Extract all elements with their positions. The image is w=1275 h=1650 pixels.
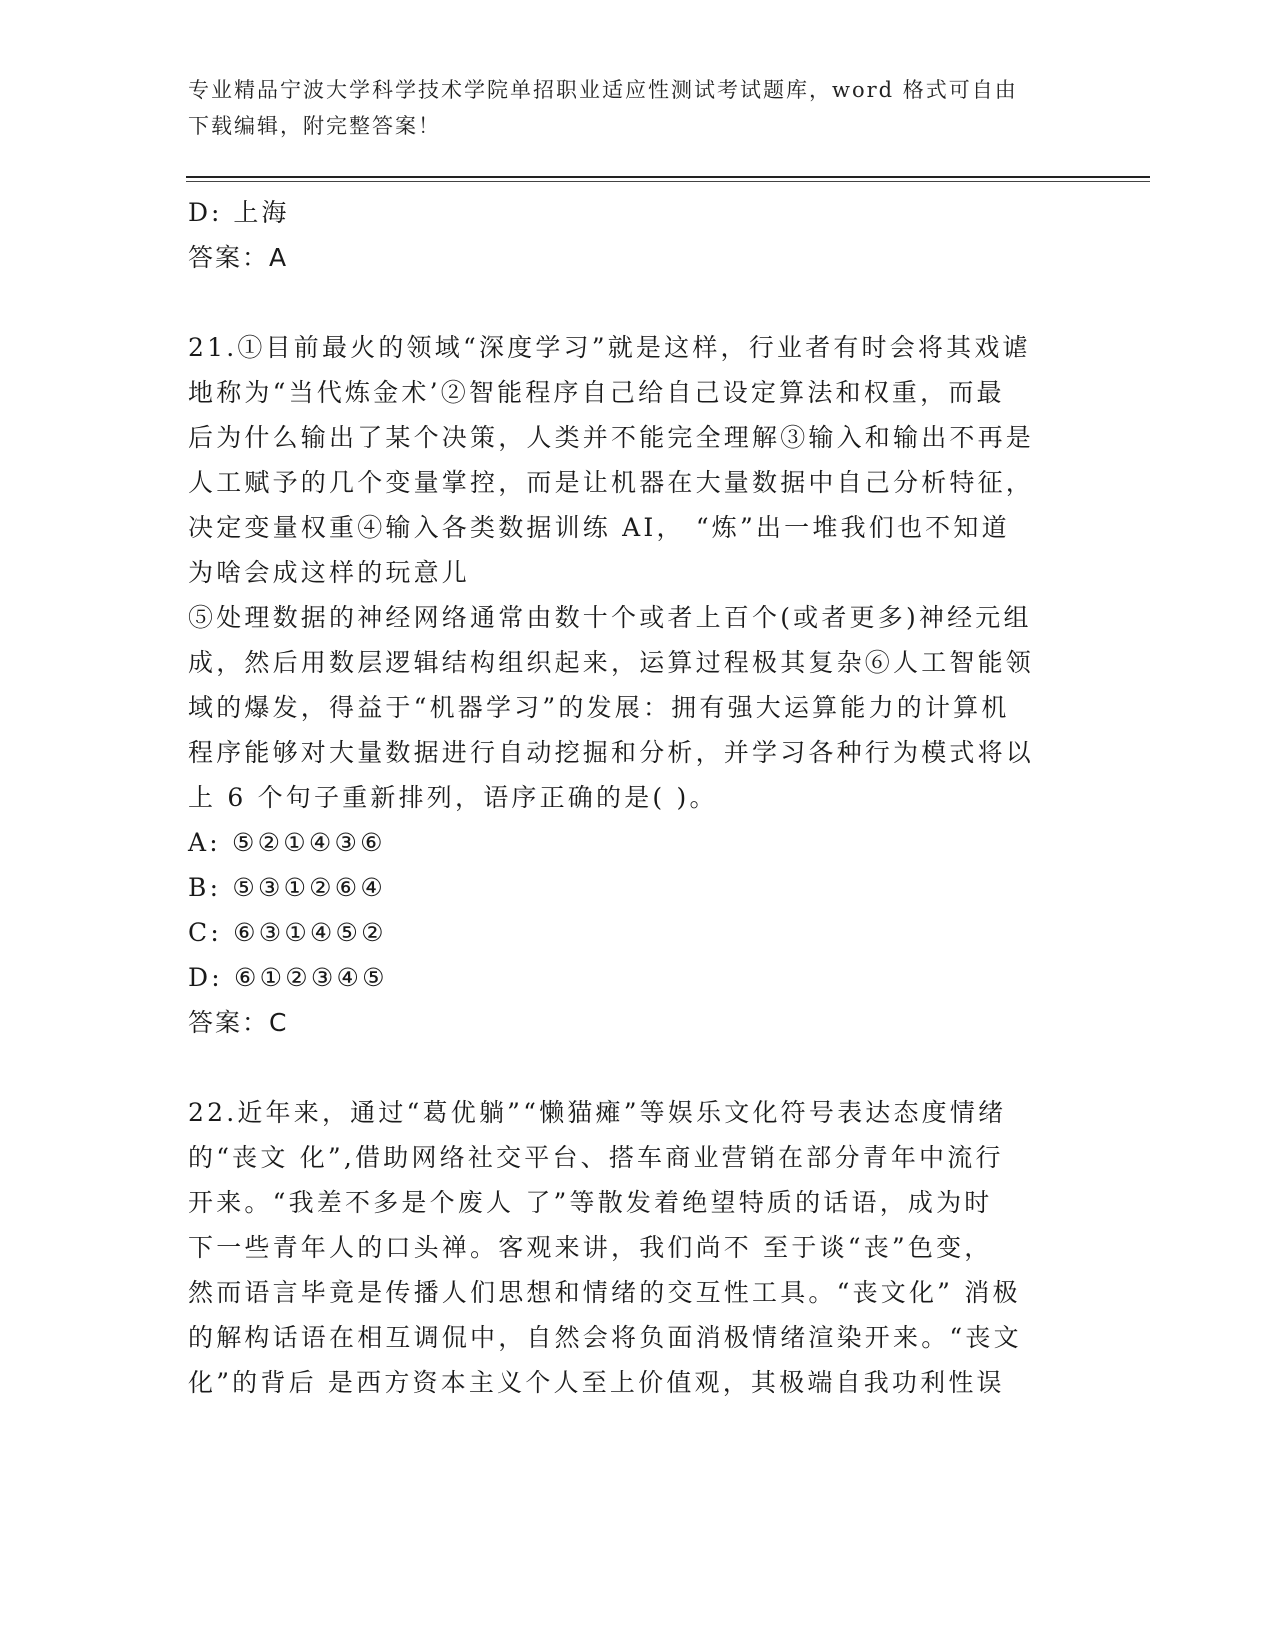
document-body xyxy=(188,190,1078,1405)
header-line-1: 专业精品宁波大学科学技术学院单招职业适应性测试考试题库，word 格式可自由 xyxy=(188,78,1018,102)
q21-line: 人工赋予的几个变量掌控，而是让机器在大量数据中自己分析特征， xyxy=(188,468,1035,497)
q22-line: 的解构话语在相互调侃中，自然会将负面消极情绪渲染开来。“丧文 xyxy=(188,1323,1022,1352)
q21-line: 地称为“当代炼金术’②智能程序自己给自己设定算法和权重，而最 xyxy=(188,378,1005,407)
header-divider xyxy=(186,176,1150,178)
q22-line: 下一些青年人的口头禅。客观来讲，我们尚不 至于谈“丧”色变， xyxy=(188,1233,993,1262)
q21-line: 21.①目前最火的领域“深度学习”就是这样，行业者有时会将其戏谑 xyxy=(188,333,1031,362)
q21-option-c: C: ⑥③①④⑤② xyxy=(188,918,387,947)
q21-option-a: A: ⑤②①④③⑥ xyxy=(188,828,386,857)
prev-option-d: D: 上海 xyxy=(188,198,290,227)
q21-line: 后为什么输出了某个决策，人类并不能完全理解③输入和输出不再是 xyxy=(188,423,1035,452)
q22-line: 的“丧文 化”,借助网络社交平台、搭车商业营销在部分青年中流行 xyxy=(188,1143,1004,1172)
spacer xyxy=(188,280,1078,325)
q21-option-d: D: ⑥①②③④⑤ xyxy=(188,963,388,992)
question-21 xyxy=(188,325,1078,1045)
header-divider-thin xyxy=(186,181,1150,182)
q21-line: 为啥会成这样的玩意儿 xyxy=(188,558,471,587)
prev-answer: 答案：A xyxy=(188,243,289,272)
q22-line: 22.近年来，通过“葛优躺”“懒猫瘫”等娱乐文化符号表达态度情绪 xyxy=(188,1098,1007,1127)
page-header xyxy=(188,72,1068,144)
q21-line: 成，然后用数层逻辑结构组织起来，运算过程极其复杂⑥人工智能领 xyxy=(188,648,1035,677)
q21-option-b: B: ⑤③①②⑥④ xyxy=(188,873,387,902)
q21-line: 上 6 个句子重新排列，语序正确的是( )。 xyxy=(188,783,718,812)
q21-line: 域的爆发，得益于“机器学习”的发展：拥有强大运算能力的计算机 xyxy=(188,693,1010,722)
q21-line: 程序能够对大量数据进行自动挖掘和分析，并学习各种行为模式将以 xyxy=(188,738,1035,767)
question-22 xyxy=(188,1090,1078,1405)
q21-line: 决定变量权重④输入各类数据训练 AI， “炼”出一堆我们也不知道 xyxy=(188,513,1010,542)
header-line-2: 下载编辑，附完整答案！ xyxy=(188,114,441,138)
spacer xyxy=(188,1045,1078,1090)
q22-line: 然而语言毕竟是传播人们思想和情绪的交互性工具。“丧文化” 消极 xyxy=(188,1278,1021,1307)
q21-line: ⑤处理数据的神经网络通常由数十个或者上百个(或者更多)神经元组 xyxy=(188,603,1032,632)
q22-line: 化”的背后 是西方资本主义个人至上价值观，其极端自我功利性误 xyxy=(188,1368,1005,1397)
q22-line: 开来。“我差不多是个废人 了”等散发着绝望特质的话语，成为时 xyxy=(188,1188,993,1217)
q21-answer: 答案：C xyxy=(188,1008,289,1037)
